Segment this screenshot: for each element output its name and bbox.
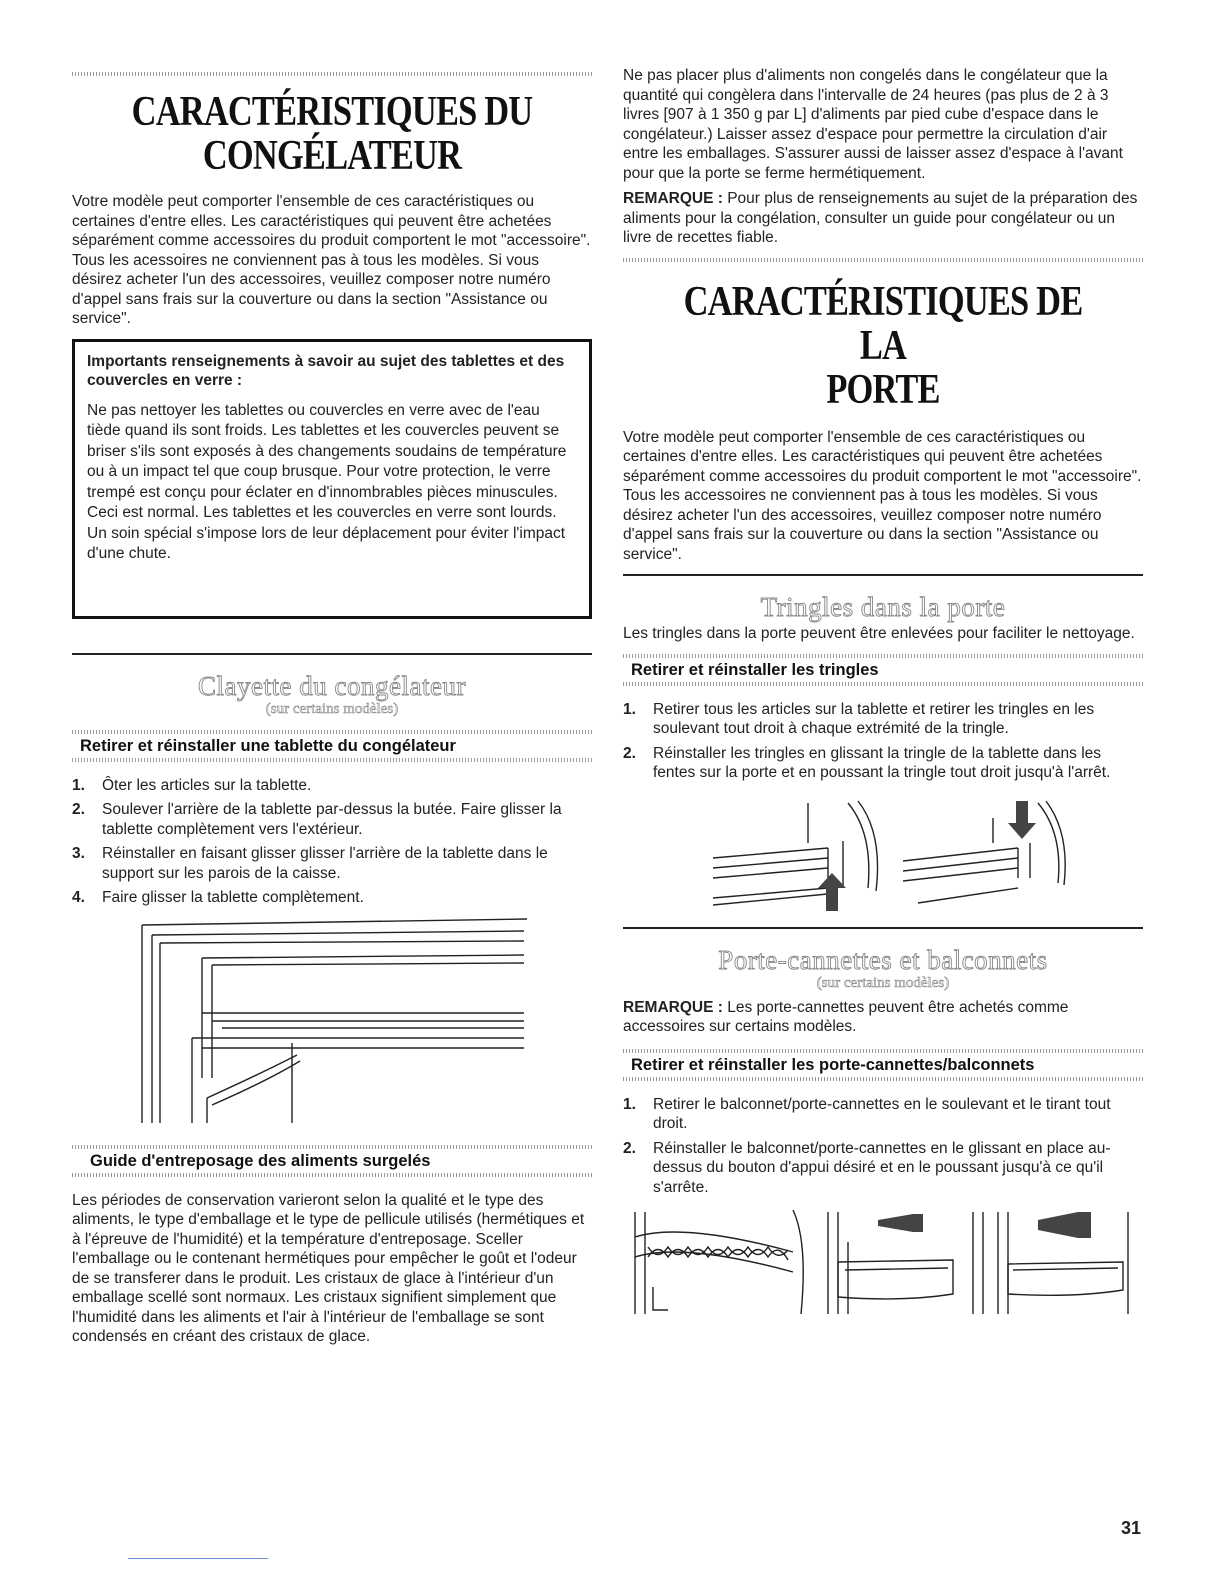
rails-section-title: Tringles dans la porte xyxy=(760,592,1006,622)
list-item: 4. Faire glisser la tablette complètement. xyxy=(72,889,364,906)
remark-text: Pour plus de renseignements au sujet de la préparation des aliments pour la congélation, consulter un guide pour congélateur ou un livre de recettes fiable. xyxy=(623,190,1138,246)
divider xyxy=(623,927,1143,929)
guide-text: Les périodes de conservation varieront selon la qualité et le type des aliments, le type d'emballage et le type de pellicule utilisés (hermétiques et à l'épreuve de l'humidité) et la température d'entreposage. Sceller l'emballage ou le contenant hermétiques pour empêcher le goût et l'odeur de se transferer dans le produit. Les cristaux de glace à l'intérieur d'un emballage scellé sont normaux. Les cristaux signifient simplement que l'humidité dans les aliments et l'air à l'intérieur de l'emballage se sont condensés en créant des cristaux de glace. xyxy=(72,1191,585,1345)
divider xyxy=(72,1173,592,1177)
guide-subheading: Guide d'entreposage des aliments surgelés xyxy=(90,1151,431,1170)
freezing-remark xyxy=(623,189,1143,248)
divider xyxy=(623,258,1143,262)
freezer-features-title xyxy=(119,90,545,178)
divider xyxy=(72,72,592,76)
door-rails-illustration xyxy=(708,793,1068,913)
rails-subheading: Retirer et réinstaller les tringles xyxy=(631,660,879,679)
freezing-capacity-text: Ne pas placer plus d'aliments non congelés dans le congélateur que la quantité qui congèlera dans l'intervalle de 24 heures (pas plus de 2 à 3 livres [907 à 1 350 g par L] d'aliments par pied cube d'espace dans le congélateur.) Laisser assez d'espace pour permettre la circulation d'air entre les emballages. S'assurer aussi de laisser assez d'espace à l'avant pour que la porte se ferme hermétiquement. xyxy=(623,67,1123,182)
door-intro: Votre modèle peut comporter l'ensemble de ces caractéristiques ou certaines d'entre elles. Les caractéristiques qui peuvent être achetées séparément comme accessoires du produit comportent le mot "accessoire". Tous les accessoires ne conviennent pas à tous les modèles. Si vous désirez acheter l'un des accessoires, veuillez composer notre numéro d'appel sans frais sur la couverture ou dans la section "Assistance ou service". xyxy=(623,428,1142,563)
title-line-1: CARACTÉRISTIQUES DE LA xyxy=(683,278,1083,369)
divider xyxy=(72,653,592,655)
shelf-steps xyxy=(72,776,592,908)
title-line-1: CARACTÉRISTIQUES DU xyxy=(131,89,533,135)
freezer-shelf-illustration xyxy=(132,913,532,1125)
divider xyxy=(623,682,1143,686)
right-column xyxy=(623,0,1143,1317)
title-line-2: CONGÉLATEUR xyxy=(202,133,462,179)
door-bins-illustration xyxy=(623,1202,1133,1317)
list-item: 2. Réinstaller le balconnet/porte-cannettes en le glissant en place au-dessus du bouton d'appui désiré et en le poussant jusqu'à ce qu'il s'arrête. xyxy=(623,1139,1111,1196)
cans-subheading: Retirer et réinstaller les porte-cannettes/balconnets xyxy=(631,1055,1035,1074)
list-item: 3. Réinstaller en faisant glisser glisser l'arrière de la tablette dans le support sur les parois de la caisse. xyxy=(72,845,548,882)
list-item: 1. Ôter les articles sur la tablette. xyxy=(72,776,312,794)
warning-title: Importants renseignements à savoir au sujet des tablettes et des couvercles en verre : xyxy=(87,352,565,389)
shelf-subheading: Retirer et réinstaller une tablette du congélateur xyxy=(80,736,456,755)
cans-remark xyxy=(623,998,1143,1037)
divider xyxy=(623,1077,1143,1081)
cans-section-title: Porte-cannettes et balconnets xyxy=(718,944,1048,975)
shelf-section-title: Clayette du congélateur xyxy=(198,670,466,701)
freezer-intro: Votre modèle peut comporter l'ensemble de ces caractéristiques ou certaines d'entre elles. Les caractéristiques qui peuvent être achetées séparément comme accessoires du produit comportent le mot "accessoire". Tous les acessoires ne conviennent pas à tous les modèles. Si vous désirez acheter l'un des accessoires, veuillez composer notre numéro d'appel sans frais sur la couverture ou dans la section "Assistance ou service". xyxy=(72,193,591,327)
rails-text: Les tringles dans la porte peuvent être enlevées pour faciliter le nettoyage. xyxy=(623,625,1135,642)
rails-steps xyxy=(623,700,1143,783)
shelf-section-subtitle: (sur certains modèles) xyxy=(265,700,399,717)
remark-label: REMARQUE : xyxy=(623,190,723,207)
remark-text: Les porte-cannettes peuvent être achetés comme accessoires sur certains modèles. xyxy=(623,998,1069,1035)
title-line-2: PORTE xyxy=(826,366,940,413)
divider xyxy=(72,758,592,762)
list-item: 2. Soulever l'arrière de la tablette par-dessus la butée. Faire glisser la tablette complètement vers l'extérieur. xyxy=(72,801,562,838)
list-item: 1. Retirer le balconnet/porte-cannettes en le soulevant et le tirant tout droit. xyxy=(623,1095,1111,1132)
list-item: 2. Réinstaller les tringles en glissant la tringle de la tablette dans les fentes sur la porte et en poussant la tringle tout droit jusqu'à l'arrêt. xyxy=(623,744,1111,781)
cans-section-subtitle: (sur certains modèles) xyxy=(816,974,950,991)
footer-line xyxy=(128,1558,268,1559)
page-number: 31 xyxy=(1121,1518,1142,1538)
left-column xyxy=(72,0,592,1347)
remark-label: REMARQUE : xyxy=(623,998,723,1016)
cans-steps xyxy=(623,1095,1143,1198)
glass-warning-box xyxy=(72,339,592,619)
divider xyxy=(623,574,1143,576)
door-features-title xyxy=(670,280,1096,412)
list-item: 1. Retirer tous les articles sur la tablette et retirer les tringles en les soulevant tout droit à chaque extrémité de la tringle. xyxy=(623,700,1095,737)
warning-text: Ne pas nettoyer les tablettes ou couvercles en verre avec de l'eau tiède quand ils sont froids. Les tablettes et les couvercles peuvent se briser s'ils sont exposés à des changements soudains de température ou à un impact tel que coup brusque. Pour votre protection, le verre trempé est conçu pour éclater en d'innombrables pièces minuscules. Ceci est normal. Les tablettes et les couvercles en verre sont lourds. Un soin spécial s'impose lors de leur déplacement pour éviter l'impact d'une chute. xyxy=(87,401,567,562)
